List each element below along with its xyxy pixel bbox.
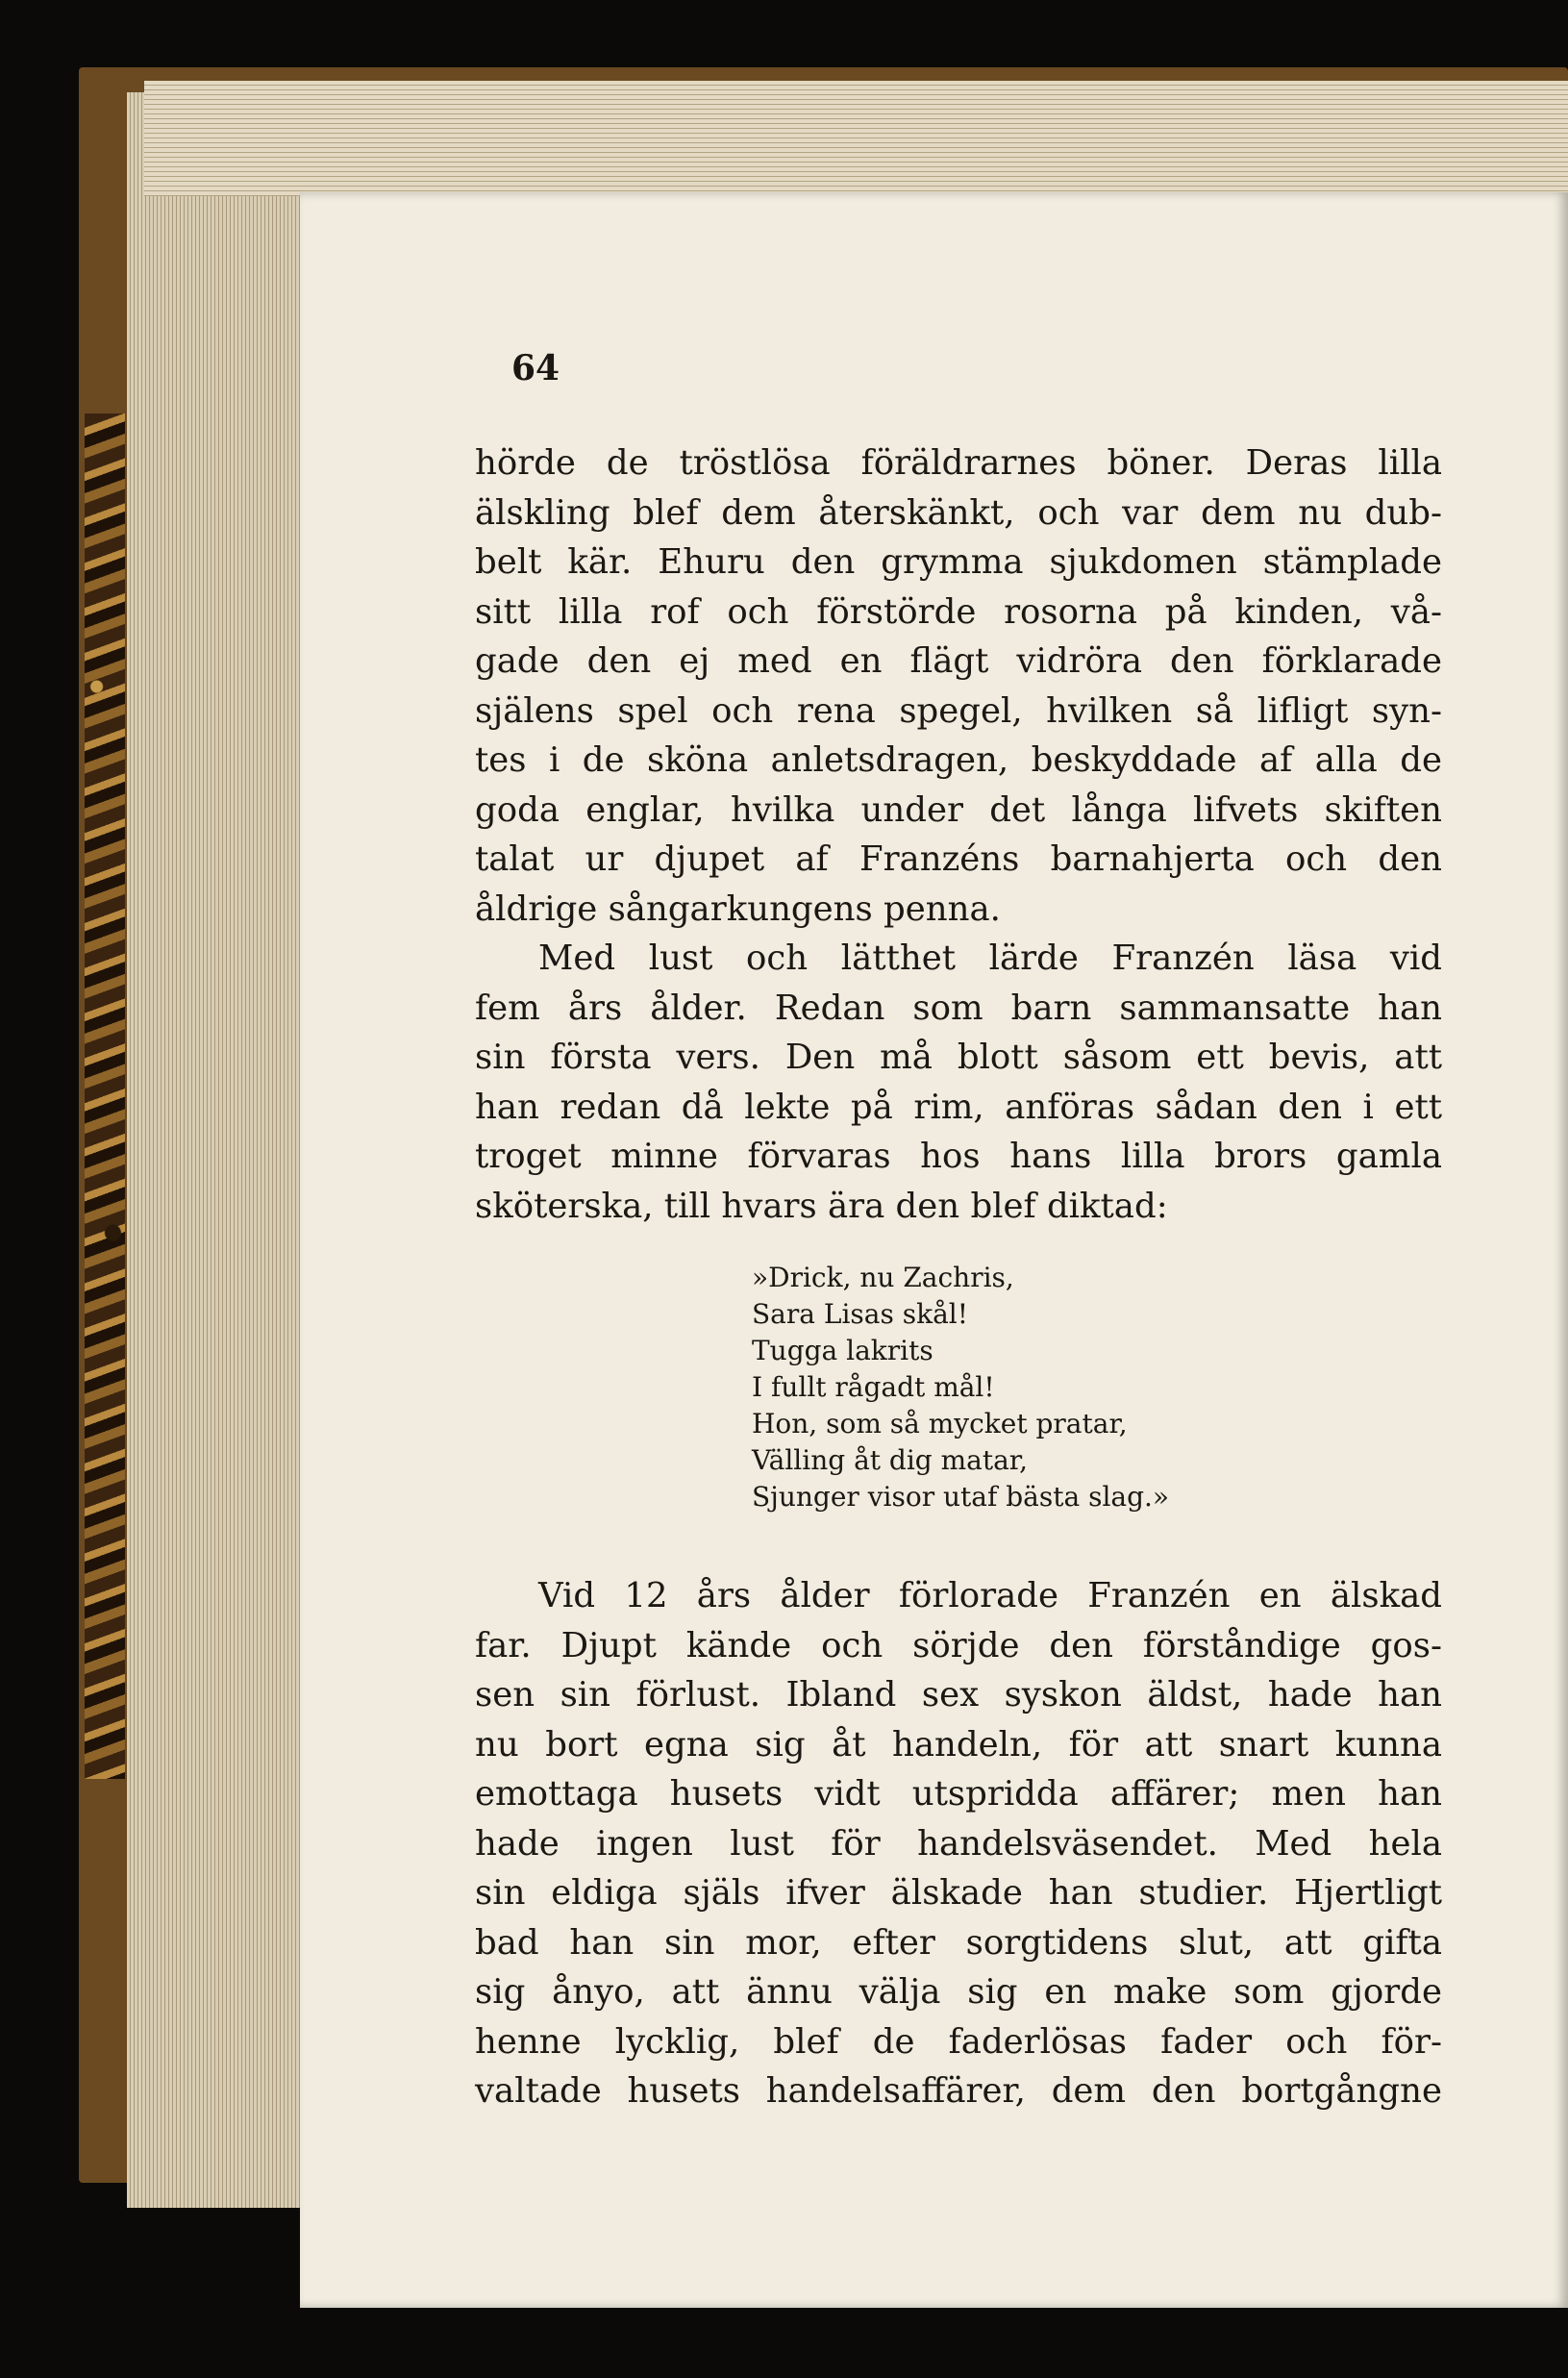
poem-line: »Drick, nu Zachris, [752,1262,1014,1293]
text-line: emottaga husets vidt utspridda affärer; men han [475,1774,1442,1814]
text-line: far. Djupt kände och sörjde den förståndige gos- [475,1625,1442,1665]
text-line: Med lust och lätthet lärde Franzén läsa vid [538,939,1442,978]
text-line: hörde de tröstlösa föräldrarnes böner. Deras lilla [475,443,1442,483]
text-line: gade den ej med en flägt vidröra den förklarade [475,641,1442,681]
text-line: åldrige sångarkungens penna. [475,889,1001,929]
text-line: sen sin förlust. Ibland sex syskon äldst, hade han [475,1675,1442,1715]
page-number: 64 [511,348,560,388]
text-line: talat ur djupet af Franzéns barnahjerta och den [475,839,1442,879]
poem-block [752,1260,1290,1515]
top-page-edges [144,81,1568,196]
text-line: belt kär. Ehuru den grymma sjukdomen stämplade [475,542,1442,582]
poem-line: Hon, som så mycket pratar, [752,1408,1128,1439]
text-line: goda englar, hvilka under det långa lifvets skiften [475,789,1442,830]
text-line: älskling blef dem återskänkt, och var dem nu dub- [475,492,1442,533]
poem-line: Välling åt dig matar, [752,1444,1029,1476]
paragraph-3 [475,1571,1442,2116]
text-line: han redan då lekte på rim, anföras sådan den i ett [475,1087,1442,1127]
poem-line: Sara Lisas skål! [752,1298,968,1330]
text-line: sköterska, till hvars ära den blef diktad: [475,1186,1168,1226]
poem-line: Tugga lakrits [752,1335,933,1366]
poem-line: Sjunger visor utaf bästa slag.» [752,1481,1170,1513]
text-line: Vid 12 års ålder förlorade Franzén en älskad [538,1576,1442,1615]
text-line: själens spel och rena spegel, hvilken så lifligt syn- [475,690,1442,731]
text-line: hade ingen lust för handelsväsendet. Med hela [475,1823,1442,1864]
text-line: tes i de sköna anletsdragen, beskyddade af alla de [475,740,1442,780]
text-line: bad han sin mor, efter sorgtidens slut, att gifta [475,1922,1442,1963]
text-line: nu bort egna sig åt handeln, för att snart kunna [475,1724,1442,1765]
text-line: henne lycklig, blef de faderlösas fader och för- [475,2021,1442,2062]
text-line: sitt lilla rof och förstörde rosorna på kinden, vå- [475,591,1442,632]
text-line: valtade husets handelsaffärer, dem den bortgångne [475,2071,1442,2111]
text-line: troget minne förvaras hos hans lilla brors gamla [475,1137,1442,1176]
marbled-page-edge [85,413,125,1779]
text-line: sin eldiga själs ifver älskade han studier. Hjertligt [475,1873,1442,1913]
text-line: fem års ålder. Redan som barn sammansatte han [475,988,1442,1028]
paragraph-1 [475,438,1442,1231]
text-line: sin första vers. Den må blott såsom ett bevis, att [475,1038,1442,1077]
poem-line: I fullt rågadt mål! [752,1371,995,1403]
text-line: sig ånyo, att ännu välja sig en make som gjorde [475,1972,1442,2012]
